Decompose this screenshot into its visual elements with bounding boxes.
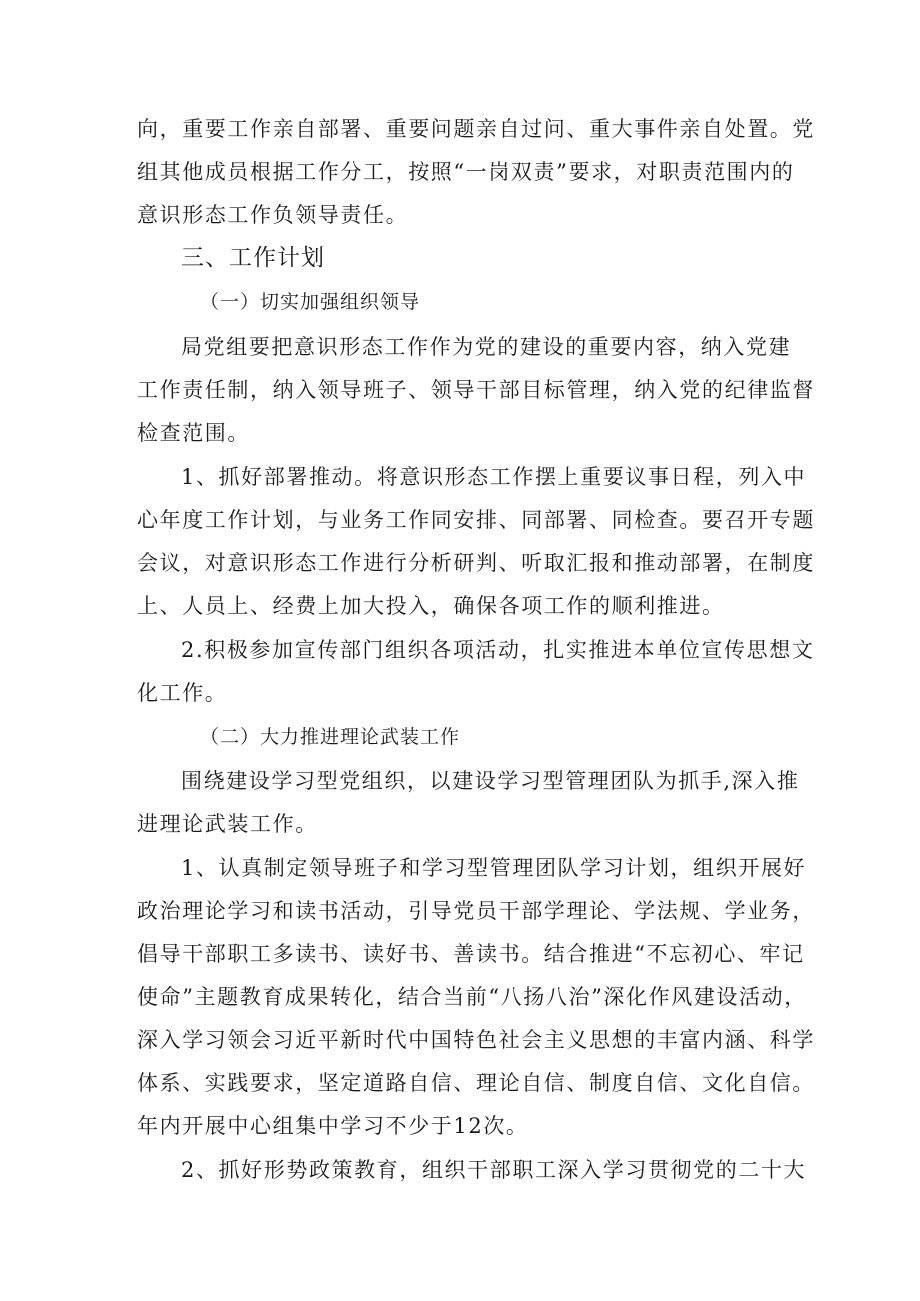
subsection-2-item-1-line-1: 1、认真制定领导班子和学习型管理团队学习计划，组织开展好 xyxy=(181,856,807,880)
section-heading: 三、工作计划 xyxy=(181,245,325,271)
subsection-2-item-1-line-2: 政治理论学习和读书活动，引导党员干部学理论、学法规、学业务， xyxy=(137,899,815,923)
subsection-2-item-1-line-3: 倡导干部职工多读书、读好书、善读书。结合推进“不忘初心、牢记 xyxy=(137,942,805,966)
subsection-2-lead-line-1: 围绕建设学习型党组织，以建设学习型管理团队为抓手,深入推 xyxy=(181,769,800,793)
subsection-1-item-2-line-1: 2.积极参加宣传部门组织各项活动，扎实推进本单位宣传思想文 xyxy=(181,638,815,662)
subsection-1-lead-line-2: 工作责任制，纳入领导班子、领导干部目标管理，纳入党的纪律监督 xyxy=(137,378,815,402)
subsection-2-item-1-line-7: 年内开展中心组集中学习不少于12次。 xyxy=(137,1114,529,1138)
subsection-1-item-1-line-3: 会议，对意识形态工作进行分析研判、听取汇报和推动部署，在制度 xyxy=(137,551,815,575)
subsection-1-item-2-line-2: 化工作。 xyxy=(137,681,228,705)
subsection-1-item-1-line-1: 1、抓好部署推动。将意识形态工作摆上重要议事日程，列入中 xyxy=(181,465,807,489)
subsection-2-item-1-line-6: 体系、实践要求，坚定道路自信、理论自信、制度自信、文化自信。 xyxy=(137,1071,815,1095)
intro-line-2: 组其他成员根据工作分工，按照“一岗双责”要求，对职责范围内的 xyxy=(137,160,795,184)
subsection-1-title: （一）切实加强组织领导 xyxy=(200,291,421,313)
subsection-2-item-2-line-1: 2、抓好形势政策教育，组织干部职工深入学习贯彻党的二十大 xyxy=(181,1158,807,1182)
subsection-1-lead-line-3: 检查范围。 xyxy=(137,421,250,445)
subsection-2-lead-line-2: 进理论武装工作。 xyxy=(137,812,318,836)
intro-line-3: 意识形态工作负领导责任。 xyxy=(137,203,409,227)
subsection-1-item-1-line-4: 上、人员上、经费上加大投入，确保各项工作的顺利推进。 xyxy=(137,594,725,618)
subsection-2-item-1-line-4: 使命”主题教育成果转化，结合当前“八扬八治”深化作风建设活动， xyxy=(137,985,807,1009)
subsection-2-title: （二）大力推进理论武装工作 xyxy=(200,726,461,748)
subsection-2-item-1-line-5: 深入学习领会习近平新时代中国特色社会主义思想的丰富内涵、科学 xyxy=(137,1028,815,1052)
subsection-1-item-1-line-2: 心年度工作计划，与业务工作同安排、同部署、同检查。要召开专题 xyxy=(137,508,815,532)
subsection-1-lead-line-1: 局党组要把意识形态工作作为党的建设的重要内容，纳入党建 xyxy=(181,335,792,359)
intro-line-1: 向，重要工作亲自部署、重要问题亲自过问、重大事件亲自处置。党 xyxy=(137,117,815,141)
